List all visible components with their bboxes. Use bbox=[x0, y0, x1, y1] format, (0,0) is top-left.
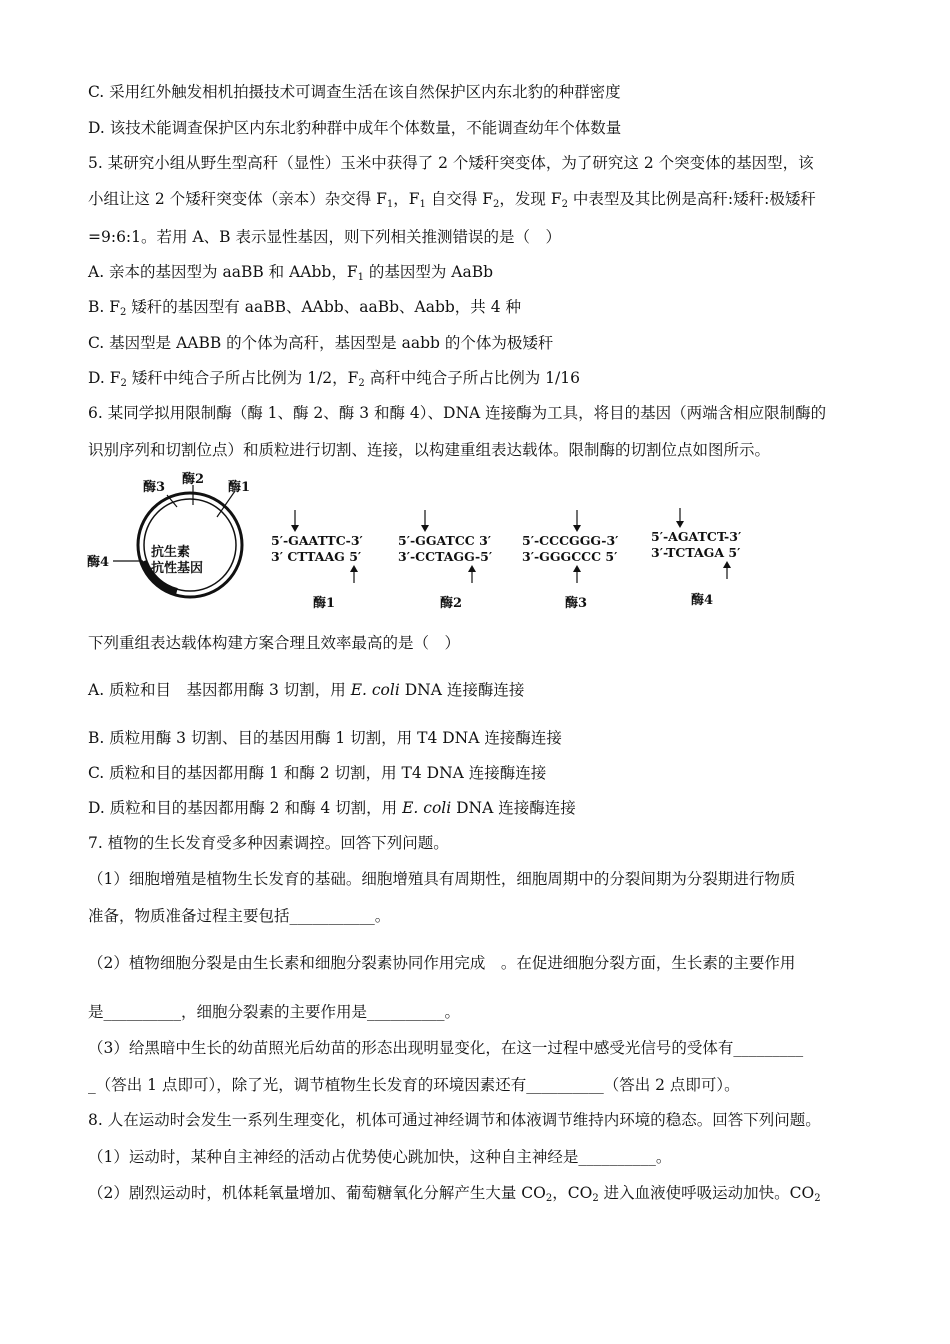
plasmid-label-1: 抗生素 bbox=[151, 545, 191, 560]
text: _（答出 1 点即可），除了光，调节植物生长发育的环境因素还有__________（答出 2 点即可）。 bbox=[88, 1076, 740, 1094]
text: 是__________，细胞分裂素的主要作用是__________。 bbox=[88, 1003, 461, 1021]
subscript: 2 bbox=[545, 1193, 553, 1204]
text: 进入血液使呼吸运动加快。CO bbox=[598, 1184, 815, 1202]
text: ，发现 F bbox=[499, 190, 562, 208]
text: 7. 植物的生长发育受多种因素调控。回答下列问题。 bbox=[88, 834, 449, 852]
enzyme1-bottom-strand: 3′ CTTAAG 5′ bbox=[271, 549, 362, 564]
text: D. 该技术能调查保护区内东北豹种群中成年个体数量，不能调查幼年个体数量 bbox=[88, 119, 622, 137]
question-7-part-1a bbox=[88, 869, 795, 889]
restriction-enzyme-figure bbox=[85, 465, 775, 620]
enzyme3-label: 酶3 bbox=[143, 480, 166, 495]
enzyme3-top-strand: 5′-CCCGGG-3′ bbox=[522, 533, 619, 548]
question-6-option-d bbox=[88, 798, 576, 818]
question-5-option-d bbox=[88, 368, 580, 388]
text: 8. 人在运动时会发生一系列生理变化，机体可通过神经调节和体液调节维持内环境的稳态。回答下列问题。 bbox=[88, 1111, 821, 1129]
enzyme4-caption: 酶4 bbox=[691, 593, 714, 608]
text: 下列重组表达载体构建方案合理且效率最高的是（ ） bbox=[88, 634, 461, 652]
text: C. 基因型是 AABB 的个体为高秆，基因型是 aabb 的个体为极矮秆 bbox=[88, 334, 554, 352]
text: （1）细胞增殖是植物生长发育的基础。细胞增殖具有周期性，细胞周期中的分裂间期为分裂期进行物质 bbox=[88, 870, 796, 888]
text: 自交得 F bbox=[425, 190, 494, 208]
enzyme4-label: 酶4 bbox=[87, 555, 110, 570]
enzyme2-top-strand: 5′-GGATCC 3′ bbox=[398, 533, 492, 548]
text: （1）运动时，某种自主神经的活动占优势使心跳加快，这种自主神经是__________。 bbox=[88, 1148, 672, 1166]
enzyme1-site bbox=[271, 510, 363, 611]
enzyme3-caption: 酶3 bbox=[565, 596, 588, 611]
subscript: 2 bbox=[493, 199, 500, 210]
enzyme2-caption: 酶2 bbox=[440, 596, 463, 611]
text: 矮秆中纯合子所占比例为 1/2，F bbox=[126, 369, 359, 387]
text: 6. 某同学拟用限制酶（酶 1、酶 2、酶 3 和酶 4）、DNA 连接酶为工具，将目的基因（两端含相应限制酶的 bbox=[88, 404, 827, 422]
question-6-stem-2 bbox=[88, 440, 770, 460]
question-7-part-2a bbox=[88, 953, 795, 973]
text: B. 质粒用酶 3 切割、目的基因用酶 1 切割，用 T4 DNA 连接酶连接 bbox=[88, 729, 562, 747]
enzyme4-top-strand: 5′-AGATCT-3′ bbox=[651, 529, 742, 544]
plasmid-diagram bbox=[87, 471, 250, 597]
enzyme4-site bbox=[651, 508, 741, 608]
text: 小组让这 2 个矮秆突变体（亲本）杂交得 F bbox=[88, 190, 387, 208]
option-d-line bbox=[88, 118, 621, 138]
question-7-part-3b bbox=[88, 1075, 740, 1095]
text: 中表型及其比例是高秆:矮秆:极矮秆 bbox=[567, 190, 816, 208]
text: B. F bbox=[88, 298, 120, 316]
question-5-stem-1 bbox=[88, 153, 814, 173]
text: DNA 连接酶连接 bbox=[399, 681, 525, 699]
top-arrow-head bbox=[676, 521, 684, 528]
subscript: 2 bbox=[592, 1193, 599, 1204]
enzyme2-site bbox=[398, 510, 492, 611]
text: DNA 连接酶连接 bbox=[451, 799, 576, 817]
question-6-option-c bbox=[88, 763, 546, 783]
enzyme1-top-strand: 5′-GAATTC-3′ bbox=[271, 533, 363, 548]
text: D. F bbox=[88, 369, 121, 387]
top-arrow-head bbox=[573, 525, 581, 532]
enzyme3-site bbox=[522, 510, 618, 611]
enzyme4-bottom-strand: 3′-TCTAGA 5′ bbox=[651, 545, 741, 560]
text: （2）剧烈运动时，机体耗氧量增加、葡萄糖氧化分解产生大量 CO bbox=[88, 1184, 546, 1202]
text: 高秆中纯合子所占比例为 1/16 bbox=[364, 369, 580, 387]
text: （2）植物细胞分裂是由生长素和细胞分裂素协同作用完成 。在促进细胞分裂方面，生长素的主要作用 bbox=[88, 954, 796, 972]
text: （3）给黑暗中生长的幼苗照光后幼苗的形态出现明显变化，在这一过程中感受光信号的受体有_________ bbox=[88, 1039, 804, 1057]
question-6-option-b bbox=[88, 728, 562, 748]
subscript: 2 bbox=[358, 378, 365, 389]
question-7-part-3a bbox=[88, 1038, 803, 1058]
question-5-option-b bbox=[88, 297, 521, 317]
text: 识别序列和切割位点）和质粒进行切割、连接，以构建重组表达载体。限制酶的切割位点如图所示。 bbox=[88, 441, 771, 459]
question-5-stem-2 bbox=[88, 189, 816, 209]
text: 矮秆的基因型有 aaBB、AAbb、aaBb、Aabb，共 4 种 bbox=[126, 298, 522, 316]
text: 5. 某研究小组从野生型高秆（显性）玉米中获得了 2 个矮秆突变体，为了研究这 2 个突变体的基因型，该 bbox=[88, 154, 814, 172]
question-5-option-a bbox=[88, 262, 493, 282]
top-arrow-head bbox=[291, 525, 299, 532]
italic-text: E. coli bbox=[350, 681, 400, 699]
top-arrow-head bbox=[421, 525, 429, 532]
text: C. 质粒和目的基因都用酶 1 和酶 2 切割，用 T4 DNA 连接酶连接 bbox=[88, 764, 547, 782]
text: A. 质粒和目 基因都用酶 3 切割，用 bbox=[88, 681, 351, 699]
subscript: 1 bbox=[357, 272, 364, 283]
question-8-stem bbox=[88, 1110, 821, 1130]
enzyme1-label: 酶1 bbox=[228, 480, 251, 495]
italic-text: E. coli bbox=[402, 799, 452, 817]
question-7-stem bbox=[88, 833, 449, 853]
subscript: 2 bbox=[120, 378, 127, 389]
question-8-part-2 bbox=[88, 1183, 821, 1203]
question-7-part-2b bbox=[88, 1002, 460, 1022]
question-8-part-1 bbox=[88, 1147, 671, 1167]
text: C. 采用红外触发相机拍摄技术可调查生活在该自然保护区内东北豹的种群密度 bbox=[88, 83, 621, 101]
text: =9:6:1。若用 A、B 表示显性基因，则下列相关推测错误的是（ ） bbox=[88, 228, 561, 246]
text: A. 亲本的基因型为 aaBB 和 AAbb，F bbox=[88, 263, 358, 281]
enzyme1-caption: 酶1 bbox=[313, 596, 336, 611]
text: 的基因型为 AaBb bbox=[363, 263, 494, 281]
text: ，F bbox=[393, 190, 420, 208]
enzyme3-bottom-strand: 3′-GGGCCC 5′ bbox=[522, 549, 618, 564]
enzyme2-label: 酶2 bbox=[182, 472, 205, 487]
question-6-stem-3 bbox=[88, 633, 460, 653]
text: D. 质粒和目的基因都用酶 2 和酶 4 切割，用 bbox=[88, 799, 403, 817]
enzyme2-bottom-strand: 3′-CCTAGG-5′ bbox=[398, 549, 493, 564]
question-5-stem-3 bbox=[88, 227, 561, 247]
subscript: 2 bbox=[120, 307, 127, 318]
question-6-stem-1 bbox=[88, 403, 826, 423]
subscript: 2 bbox=[561, 199, 568, 210]
subscript: 1 bbox=[386, 199, 394, 210]
question-7-part-1b bbox=[88, 906, 390, 926]
subscript: 2 bbox=[814, 1193, 821, 1204]
subscript: 1 bbox=[419, 199, 426, 210]
question-5-option-c bbox=[88, 333, 553, 353]
question-6-option-a bbox=[88, 680, 524, 700]
option-c-line bbox=[88, 82, 621, 102]
text: 准备，物质准备过程主要包括___________。 bbox=[88, 907, 391, 925]
plasmid-label-2: 抗性基因 bbox=[151, 561, 204, 576]
text: ，CO bbox=[552, 1184, 593, 1202]
